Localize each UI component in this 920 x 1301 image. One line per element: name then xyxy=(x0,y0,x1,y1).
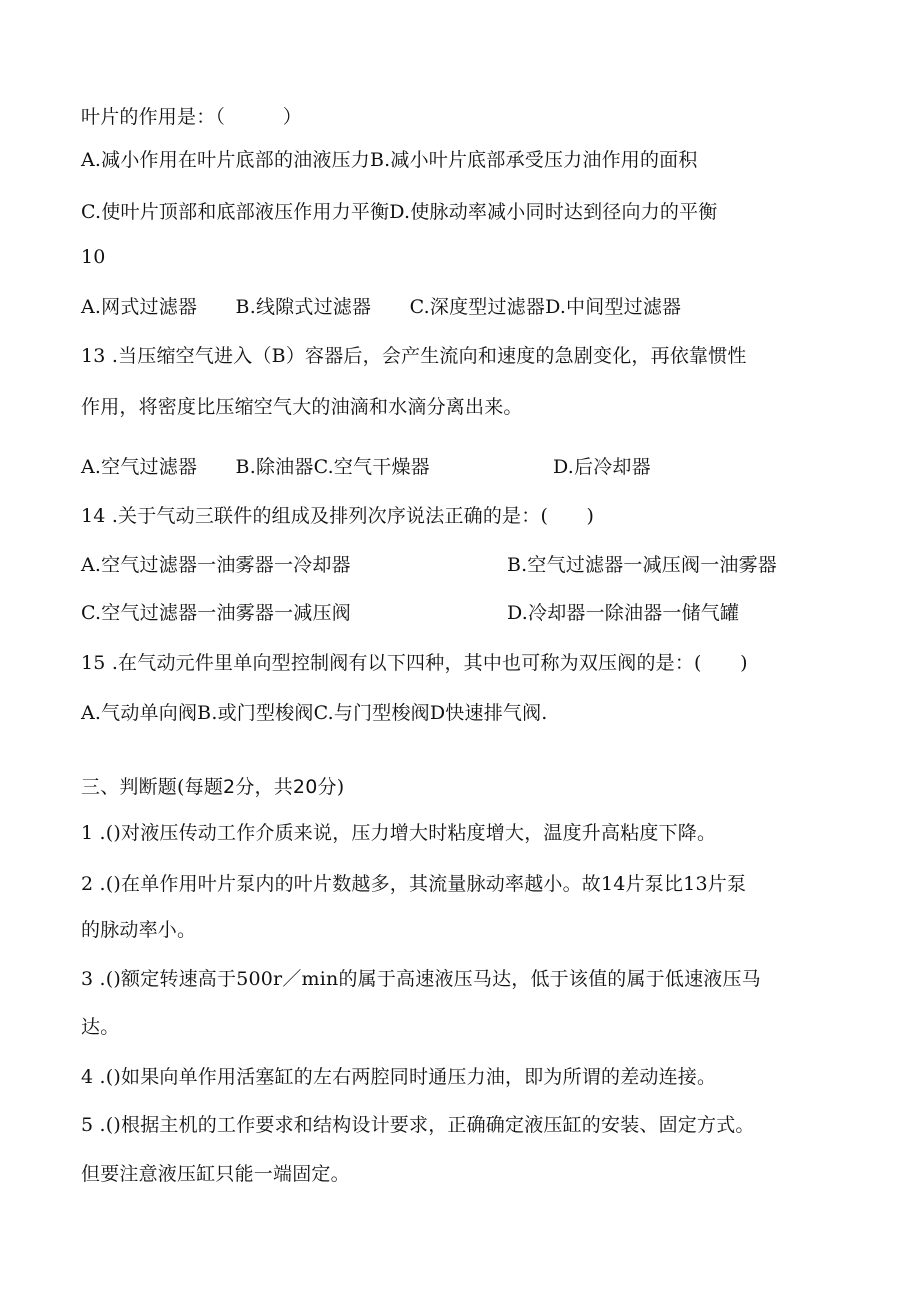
option-14-b: B.空气过滤器一减压阀一油雾器 xyxy=(507,554,778,576)
option-13-abc: A.空气过滤器 B.除油器C.空气干燥器 xyxy=(81,456,430,478)
section-heading-judgment xyxy=(81,774,344,800)
judgment-item-4: 4 .()如果向单作用活塞缸的左右两腔同时通压力油，即为所谓的差动连接。 xyxy=(81,1066,717,1088)
options-line-15: A.气动单向阀B.或门型梭阀C.与门型梭阀D快速排气阀. xyxy=(81,702,548,724)
section-heading-middle: 分，共 xyxy=(235,776,293,798)
option-14-c: C.空气过滤器一油雾器一减压阀 xyxy=(81,602,351,624)
judgment-item-5-cont: 但要注意液压缸只能一端固定。 xyxy=(81,1163,350,1185)
question-15-stem: 15 .在气动元件里单向型控制阀有以下四种，其中也可称为双压阀的是：( ) xyxy=(81,652,748,674)
judgment-item-2-cont: 的脉动率小。 xyxy=(81,919,197,941)
question-13-stem: 13 .当压缩空气进入（B）容器后，会产生流向和速度的急剧变化，再依靠惯性 xyxy=(81,345,747,367)
option-14-d: D.冷却器一除油器一储气罐 xyxy=(507,602,740,624)
judgment-item-3-cont: 达。 xyxy=(81,1016,120,1038)
judgment-item-1: 1 .()对液压传动工作介质来说，压力增大时粘度增大，温度升高粘度下降。 xyxy=(81,822,717,844)
options-line-cd: C.使叶片顶部和底部液压作用力平衡D.使脉动率减小同时达到径向力的平衡 xyxy=(81,201,718,223)
option-14-a: A.空气过滤器一油雾器一冷却器 xyxy=(81,554,351,576)
section-heading-suffix: 分) xyxy=(317,776,345,798)
question-13-stem-cont: 作用，将密度比压缩空气大的油滴和水滴分离出来。 xyxy=(81,396,523,418)
question-number-10: 10 xyxy=(81,246,106,268)
option-13-d: D.后冷却器 xyxy=(553,456,651,478)
options-line-filters: A.网式过滤器 B.线隙式过滤器 C.深度型过滤器D.中间型过滤器 xyxy=(81,296,682,318)
options-line-14-ab xyxy=(81,552,841,578)
judgment-item-5: 5 .()根据主机的工作要求和结构设计要求，正确确定液压缸的安装、固定方式。 xyxy=(81,1114,755,1136)
question-14-stem: 14 .关于气动三联件的组成及排列次序说法正确的是：( ) xyxy=(81,505,595,527)
options-line-ab: A.减小作用在叶片底部的油液压力B.减小叶片底部承受压力油作用的面积 xyxy=(81,149,698,171)
options-line-14-cd xyxy=(81,600,841,626)
options-line-13 xyxy=(81,454,841,480)
section-heading-points: 2 xyxy=(223,776,236,798)
section-heading-total: 20 xyxy=(292,776,318,798)
section-heading-prefix: 三、判断题(每题 xyxy=(81,776,224,798)
judgment-item-3: 3 .()额定转速高于500r／min的属于高速液压马达，低于该值的属于低速液压马 xyxy=(81,968,761,990)
judgment-item-2: 2 .()在单作用叶片泵内的叶片数越多，其流量脉动率越小。故14片泵比13片泵 xyxy=(81,873,747,895)
question-stem-vane: 叶片的作用是：（ ） xyxy=(81,106,302,128)
